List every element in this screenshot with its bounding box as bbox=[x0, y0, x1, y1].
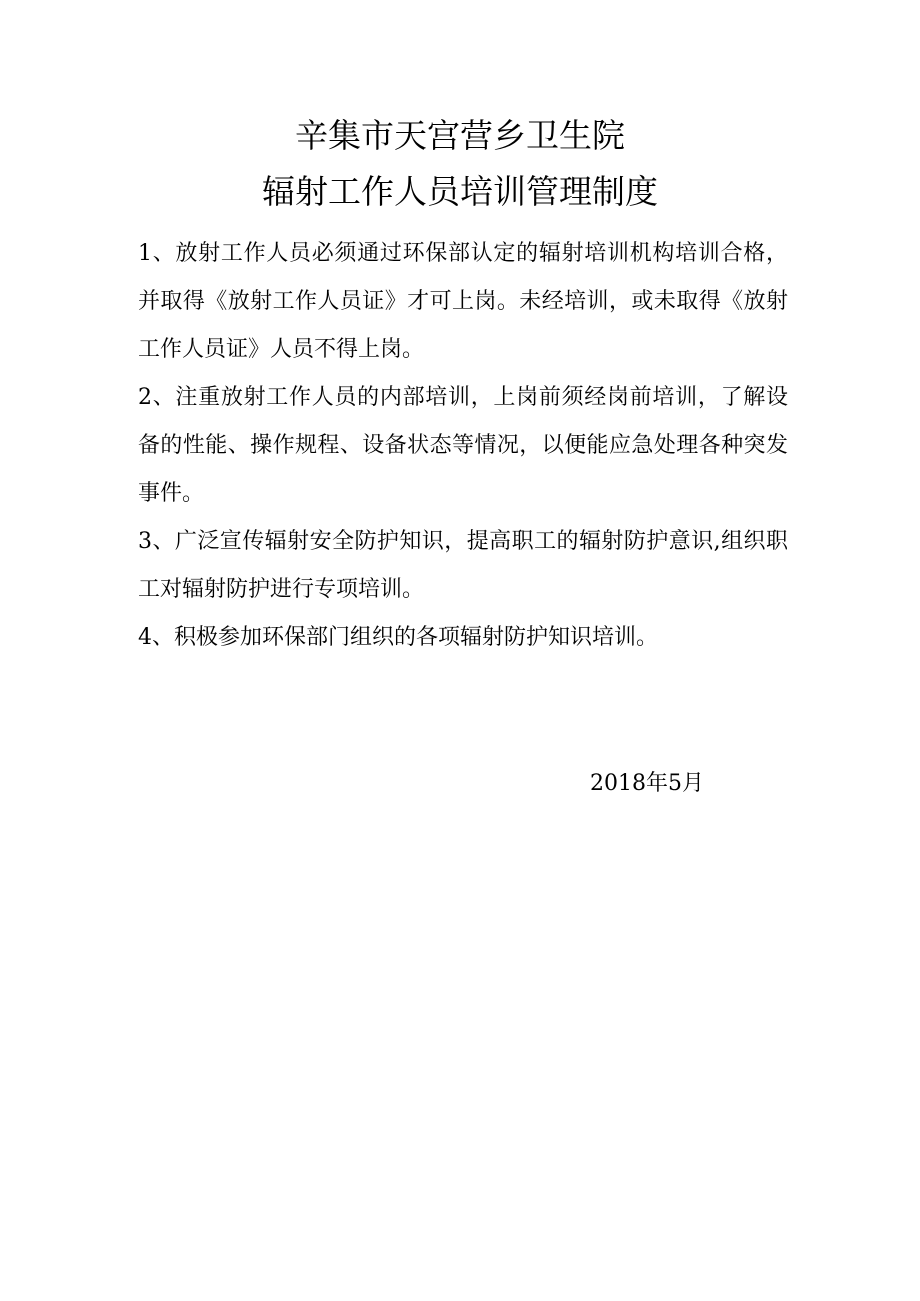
document-date: 2018年5月 bbox=[590, 771, 704, 796]
title-line-organization: 辛集市天宫营乡卫生院 bbox=[295, 116, 625, 155]
document-title bbox=[0, 108, 920, 220]
document-body bbox=[138, 230, 788, 662]
paragraph-4: 4、积极参加环保部门组织的各项辐射防护知识培训。 bbox=[138, 625, 658, 650]
paragraph-2: 2、注重放射工作人员的内部培训，上岗前须经岗前培训，了解设备的性能、操作规程、设备状态等情况，以便能应急处理各种突发事件。 bbox=[138, 385, 788, 506]
paragraph-3: 3、广泛宣传辐射安全防护知识，提高职工的辐射防护意识,组织职工对辐射防护进行专项培训。 bbox=[138, 529, 788, 602]
paragraph-1: 1、放射工作人员必须通过环保部认定的辐射培训机构培训合格，并取得《放射工作人员证》才可上岗。未经培训，或未取得《放射工作人员证》人员不得上岗。 bbox=[138, 241, 788, 362]
title-line-regulation: 辐射工作人员培训管理制度 bbox=[262, 172, 658, 211]
